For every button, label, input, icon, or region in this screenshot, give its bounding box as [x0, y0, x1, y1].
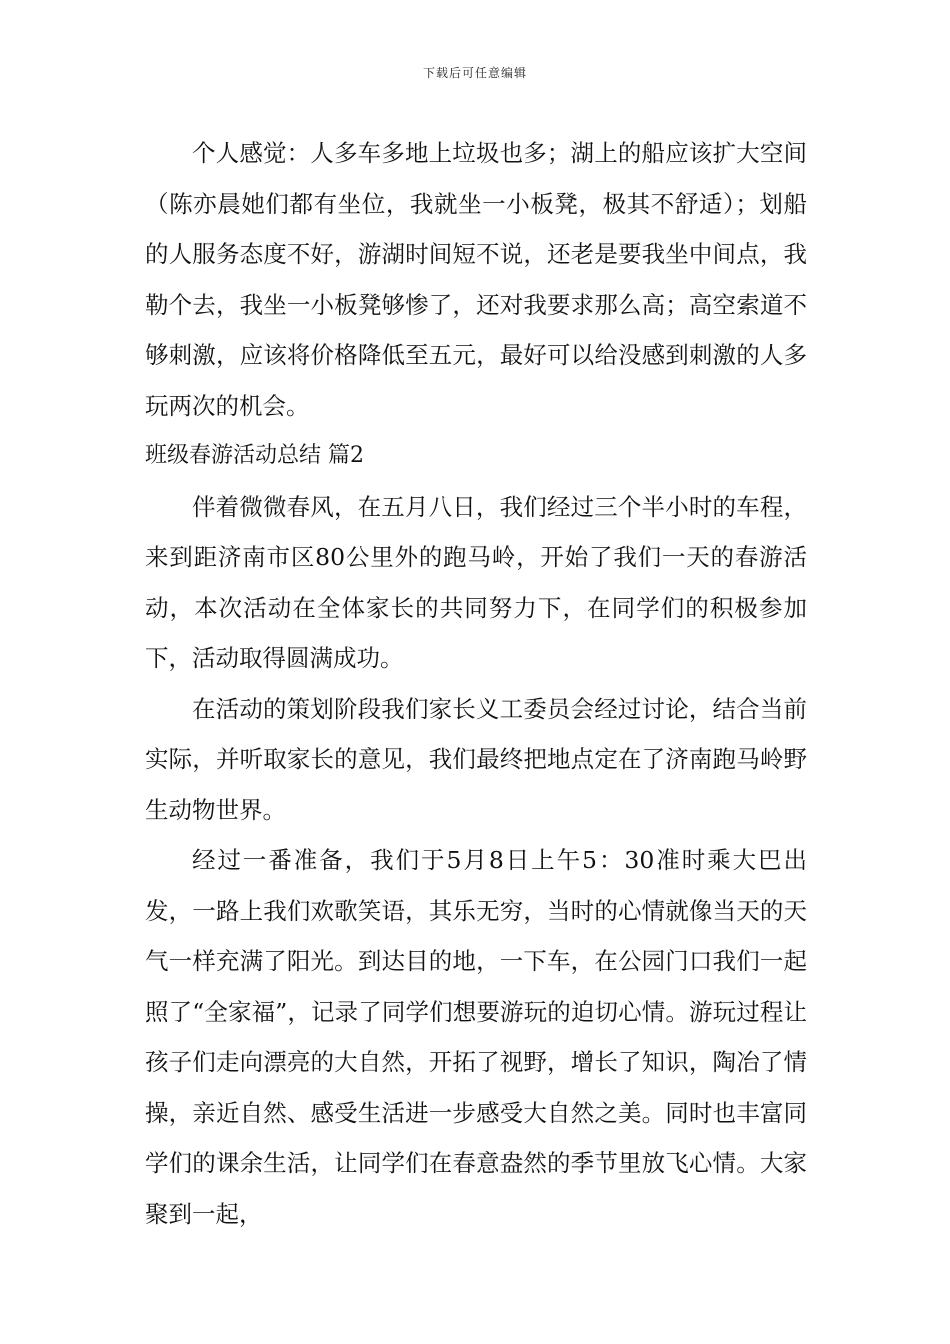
paragraph-trip: 经过一番准备，我们于5月8日上午5：30准时乘大巴出发，一路上我们欢歌笑语，其乐无穷，当时的心情就像当天的天气一样充满了阳光。到达目的地，一下车，在公园门口我们一起照了“全家福”，记录了同学们想要游玩的迫切心情。游玩过程让孩子们走向漂亮的大自然，开拓了视野，增长了知识，陶冶了情操，亲近自然、感受生活进一步感受大自然之美。同时也丰富同学们的课余生活，让同学们在春意盎然的季节里放飞心情。大家聚到一起，: [145, 846, 807, 1228]
header-note: 下载后可任意编辑: [422, 66, 527, 80]
document-body: [145, 128, 807, 1239]
section-heading: 班级春游活动总结 篇2: [145, 443, 364, 468]
paragraph-intro: 伴着微微春风，在五月八日，我们经过三个半小时的车程，来到距济南市区80公里外的跑马岭，开始了我们一天的春游活动，本次活动在全体家长的共同努力下，在同学们的积极参加下，活动取得圆满成功。: [145, 492, 807, 672]
paragraph-planning: 在活动的策划阶段我们家长义工委员会经过讨论，结合当前实际，并听取家长的意见，我们最终把地点定在了济南跑马岭野生动物世界。: [145, 694, 807, 824]
paragraph-personal-feeling: 个人感觉：人多车多地上垃圾也多；湖上的船应该扩大空间（陈亦晨她们都有坐位，我就坐一小板凳，极其不舒适）；划船的人服务态度不好，游湖时间短不说，还老是要我坐中间点，我勒个去，我坐一小板凳够惨了，还对我要求那么高；高空索道不够刺激，应该将价格降低至五元，最好可以给没感到刺激的人多玩两次的机会。: [145, 139, 807, 420]
